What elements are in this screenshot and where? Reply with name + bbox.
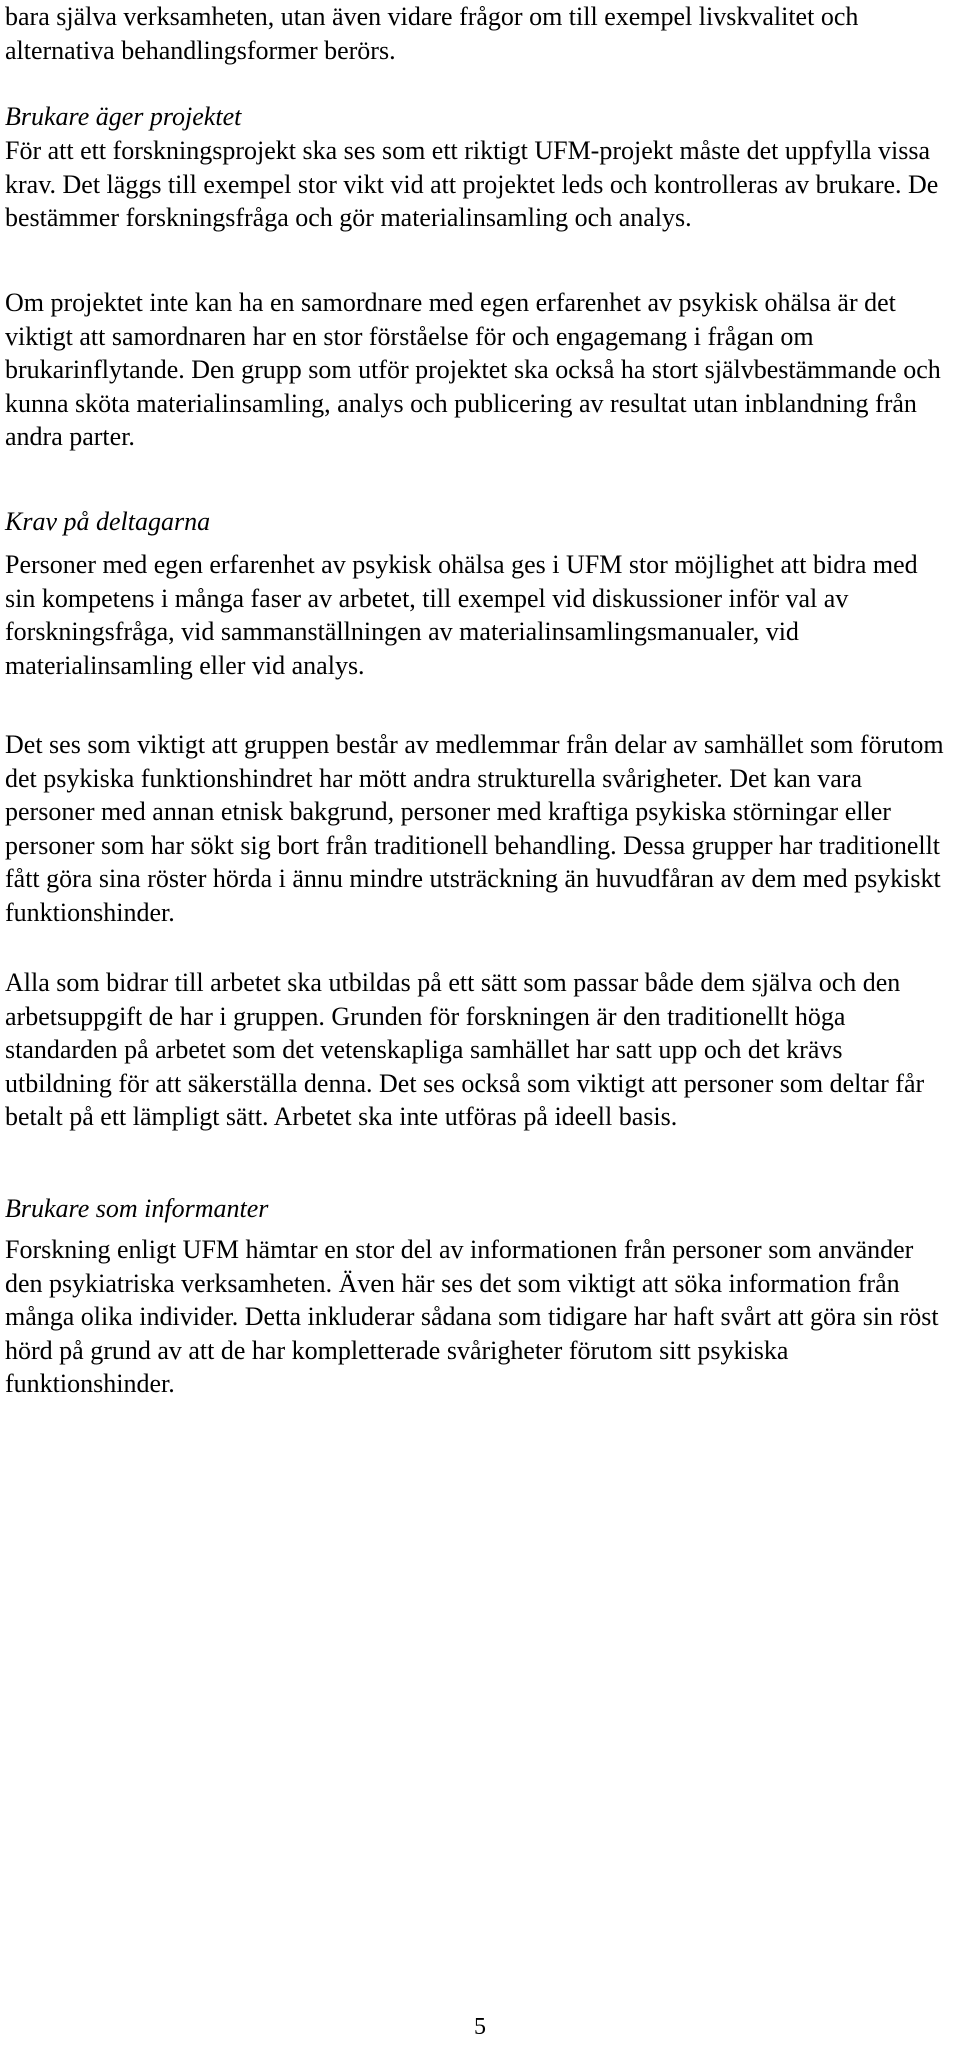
paragraph-informanter: Forskning enligt UFM hämtar en stor del av informationen från personer som använder den psykiatriska verksamheten. Även här ses det som viktigt att söka information från många olika individer. Detta inkluderar sådana som tidigare har haft svårt att göra sin röst hörd på grund av att de har kompletterade svårigheter förutom sitt psykiska funktionshinder. (5, 1235, 939, 1398)
page-number: 5 (474, 2014, 486, 2040)
paragraph-personer-med-erfarenhet: Personer med egen erfarenhet av psykisk ohälsa ges i UFM stor möjlighet att bidra med sin kompetens i många faser av arbetet, till exempel vid diskussioner inför val av forskningsfråga, vid sammanställningen av materialinsamlingsmanualer, vid materialinsamling eller vid analys. (5, 550, 918, 680)
paragraph-gruppens-sammansattning: Det ses som viktigt att gruppen består av medlemmar från delar av samhället som förutom det psykiska funktionshindret har mött andra strukturella svårigheter. Det kan vara personer med annan etnisk bakgrund, personer med kraftiga psykiska störningar eller personer som har sökt sig bort från traditionell behandling. Dessa grupper har traditionellt fått göra sina röster hörda i ännu mindre utsträckning än huvudfåran av dem med psykiskt funktionshinder. (5, 730, 944, 927)
heading-brukare-ager-projektet: Brukare äger projektet (5, 102, 242, 131)
heading-brukare-som-informanter: Brukare som informanter (5, 1194, 269, 1223)
paragraph-intro-continuation: bara själva verksamheten, utan även vidare frågor om till exempel livskvalitet och alternativa behandlingsformer berörs. (5, 2, 859, 65)
paragraph-ufm-krav: För att ett forskningsprojekt ska ses som ett riktigt UFM-projekt måste det uppfylla vissa krav. Det läggs till exempel stor vikt vid att projektet leds och kontrolleras av brukare. De bestämmer forskningsfråga och gör materialinsamling och analys. (5, 136, 939, 232)
paragraph-utbildning: Alla som bidrar till arbetet ska utbildas på ett sätt som passar både dem själva och den arbetsuppgift de har i gruppen. Grunden för forskningen är den traditionellt höga standarden på arbetet som det vetenskapliga samhället har satt upp och det krävs utbildning för att säkerställa denna. Det ses också som viktigt att personer som deltar får betalt på ett lämpligt sätt. Arbetet ska inte utföras på ideell basis. (5, 968, 925, 1131)
heading-krav-pa-deltagarna: Krav på deltagarna (5, 507, 211, 536)
paragraph-samordnare: Om projektet inte kan ha en samordnare med egen erfarenhet av psykisk ohälsa är det viktigt att samordnaren har en stor förståelse för och engagemang i frågan om brukarinflytande. Den grupp som utför projektet ska också ha stort självbestämmande och kunna sköta materialinsamling, analys och publicering av resultat utan inblandning från andra parter. (5, 288, 941, 451)
